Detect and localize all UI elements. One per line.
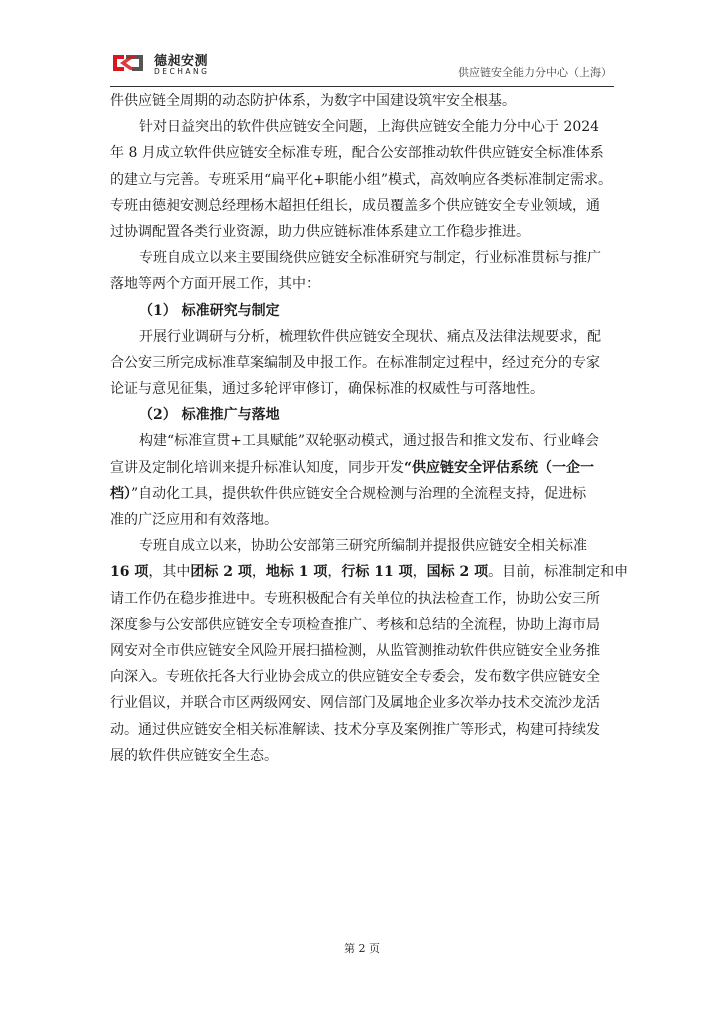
text-line: 展的软件供应链安全生态。 (110, 747, 278, 764)
logo-english-name: DECHANG (154, 67, 210, 76)
text-line: 行业倡议，并联合市区两级网安、网信部门及属地企业多次举办技术交流沙龙活 (110, 695, 600, 712)
company-logo (110, 48, 240, 82)
bold-text: “供应链安全评估系统（一企一 (404, 459, 595, 476)
document-body (110, 88, 629, 769)
text-line: 专班自成立以来主要围绕供应链安全标准研究与制定，行业标准贯标与推广 (139, 250, 601, 267)
text-line: 年 8 月成立软件供应链安全标准专班，配合公安部推动软件供应链安全标准体系 (110, 145, 604, 162)
text-line (110, 481, 614, 507)
header-divider (110, 86, 614, 87)
section-heading (110, 402, 614, 428)
text-line: 向深入。专班依托各大行业协会成立的供应链安全专委会，发布数字供应链安全 (110, 669, 600, 686)
text-line (110, 455, 614, 481)
bold-text: 行标 11 项 (341, 564, 413, 581)
logo-chinese-name: 德昶安测 (154, 54, 209, 69)
text-run: ， (251, 564, 266, 581)
header-org-name: 供应链安全能力分中心（上海） (458, 66, 612, 79)
page-number: 第 2 页 (344, 942, 380, 955)
paragraph (110, 245, 614, 297)
text-run: 。目前，标准制定和申 (488, 564, 629, 581)
text-line: 合公安三所完成标准草案编制及申报工作。在标准制定过程中，经过充分的专家 (110, 354, 600, 371)
paragraph (110, 114, 614, 245)
paragraph (110, 324, 614, 403)
text-line: 专班自成立以来，协助公安部第三研究所编制并提报供应链安全相关标准 (139, 538, 587, 555)
text-line: 过协调配置各类行业资源，助力供应链标准体系建立工作稳步推进。 (110, 223, 530, 240)
text-line: 落地等两个方面开展工作，其中： (110, 276, 320, 293)
page-header (110, 46, 614, 86)
text-line: 专班由德昶安测总经理杨木超担任组长，成员覆盖多个供应链安全专业领域，通 (110, 197, 600, 214)
text-line (110, 559, 629, 585)
text-line: 构建“标准宣贯+工具赋能”双轮驱动模式，通过报告和推文发布、行业峰会 (139, 433, 600, 450)
text-line: 论证与意见征集，通过多轮评审修订，确保标准的权威性与可落地性。 (110, 381, 544, 398)
bold-text: 16 项 (110, 564, 149, 581)
paragraph (110, 533, 629, 769)
text-line: 请工作仍在稳步推进中。专班积极配合有关单位的执法检查工作，协助公安三所 (110, 590, 600, 607)
bold-text: 团标 2 项 (190, 564, 252, 581)
text-line: 动。通过供应链安全相关标准解读、技术分享及案例推广等形式，构建可持续发 (110, 721, 600, 738)
heading-text: （1） 标准研究与制定 (139, 302, 280, 319)
text-line: 准的广泛应用和有效落地。 (110, 512, 278, 528)
text-line: 深度参与公安部供应链安全专项检查推广、考核和总结的全流程，协助上海市局 (110, 616, 600, 633)
paragraph (110, 428, 614, 533)
section-heading (110, 298, 614, 324)
dechang-logo-icon (110, 52, 146, 74)
bold-text: 地标 1 项 (265, 564, 328, 581)
text-line: 开展行业调研与分析，梳理软件供应链安全现状、痛点及法律法规要求，配 (139, 328, 601, 345)
text-line: 针对日益突出的软件供应链安全问题，上海供应链安全能力分中心于 2024 (139, 119, 600, 136)
text-line: 网安对全市供应链安全风险开展扫描检测，从监管测推动软件供应链安全业务推 (110, 642, 600, 659)
heading-text: （2） 标准推广与落地 (139, 407, 280, 424)
paragraph (110, 88, 614, 114)
bold-text: 档） (110, 485, 131, 502)
text-run: ， (412, 564, 427, 581)
text-run: ”自动化工具，提供软件供应链安全合规检测与治理的全流程支持，促进标 (131, 485, 587, 502)
text-line: 件供应链全周期的动态防护体系，为数字中国建设筑牢安全根基。 (110, 93, 516, 109)
bold-text: 国标 2 项 (426, 564, 489, 581)
text-run: ，其中 (148, 564, 191, 581)
text-run: ， (327, 564, 342, 581)
text-line: 的建立与完善。专班采用“扁平化+职能小组”模式，高效响应各类标准制定需求。 (110, 171, 613, 188)
text-run: 宣讲及定制化培训来提升标准认知度，同步开发 (110, 459, 404, 476)
